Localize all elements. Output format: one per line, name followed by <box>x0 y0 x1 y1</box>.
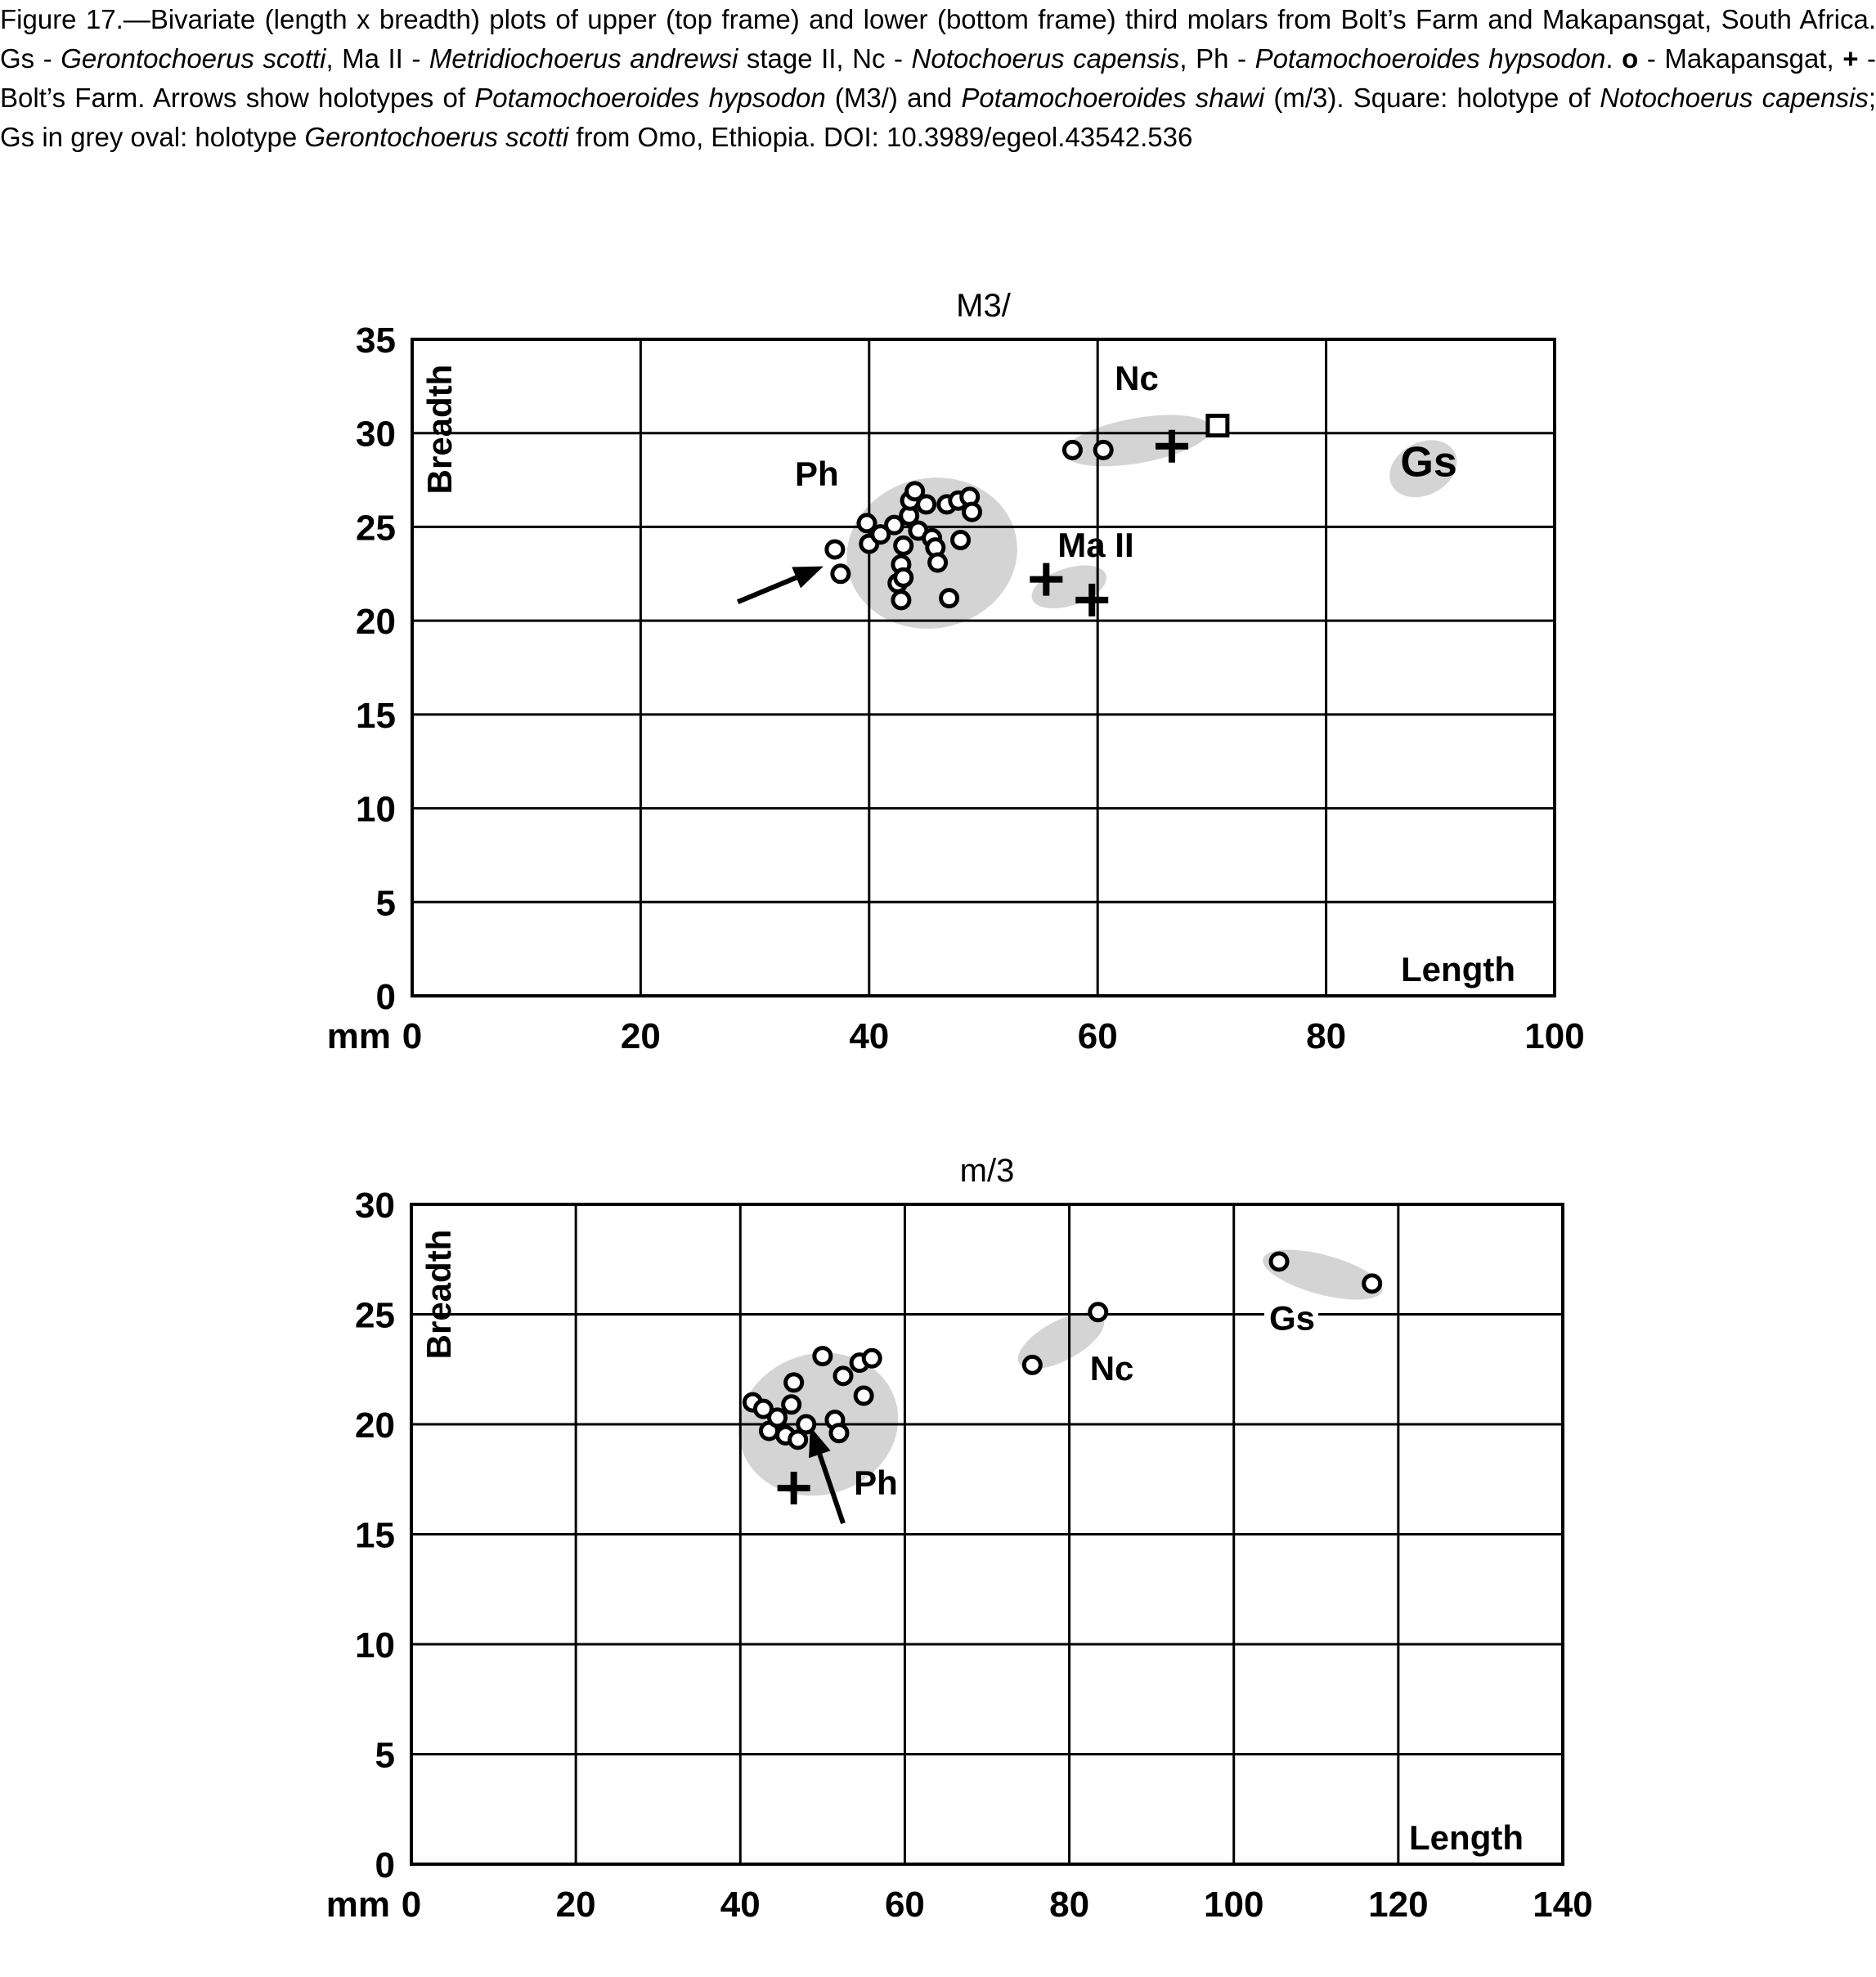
caption-species-name: Potamochoeroides shawi <box>961 83 1265 113</box>
point-makapansgat <box>1024 1356 1040 1373</box>
x-tick-label: 100 <box>1204 1885 1264 1925</box>
x-tick-label: 80 <box>1306 1016 1347 1056</box>
caption-symbol: o <box>1622 43 1639 74</box>
group-label-ph: Ph <box>794 454 839 493</box>
x-tick-label: 60 <box>1077 1016 1118 1056</box>
point-makapansgat <box>786 1374 802 1391</box>
unit-label: mm <box>326 1016 391 1056</box>
caption-species-name: Gerontochoerus scotti <box>61 43 326 74</box>
x-tick-label: 40 <box>849 1016 890 1056</box>
caption-text: . <box>1605 43 1622 74</box>
y-tick-label: 25 <box>356 508 396 549</box>
point-makapansgat <box>1090 1304 1106 1320</box>
point-makapansgat <box>835 1368 851 1384</box>
caption-text: , Ma II - <box>325 43 429 74</box>
x-tick-label: 80 <box>1049 1885 1090 1925</box>
y-tick-label: 10 <box>355 1625 395 1665</box>
x-axis-title: Length <box>1409 1818 1524 1857</box>
y-tick-label: 0 <box>375 1845 395 1885</box>
x-tick-label: 20 <box>620 1016 661 1056</box>
caption-text: stage II, Nc - <box>738 43 912 74</box>
caption-species-name: Potamochoeroides hypsodon <box>474 83 826 113</box>
x-tick-label: 120 <box>1368 1885 1429 1925</box>
x-tick-label: 20 <box>555 1885 596 1925</box>
caption-text: (m/3). Square: holotype of <box>1264 83 1600 113</box>
point-makapansgat <box>864 1350 880 1366</box>
point-makapansgat <box>831 1425 847 1441</box>
point-makapansgat <box>798 1416 815 1432</box>
y-tick-label: 20 <box>356 602 396 643</box>
y-tick-label: 15 <box>355 1515 395 1556</box>
caption-species-name: Metridiochoerus andrewsi <box>429 43 738 74</box>
x-tick-label: 60 <box>884 1885 925 1925</box>
caption-text: , Ph - <box>1179 43 1255 74</box>
point-makapansgat <box>815 1348 831 1365</box>
group-label-nc: Nc <box>1089 1349 1134 1388</box>
y-tick-label: 35 <box>356 321 396 361</box>
point-makapansgat <box>783 1396 800 1413</box>
group-label-ph: Ph <box>854 1464 898 1503</box>
caption-text: ; Gs in grey oval: holotype <box>0 83 1876 152</box>
y-tick-label: 5 <box>375 1735 395 1776</box>
caption-text: (M3/) and <box>825 83 962 113</box>
unit-label: mm <box>325 1885 390 1925</box>
group-label-gs: Gs <box>1268 1298 1315 1338</box>
y-tick-label: 25 <box>355 1295 395 1336</box>
caption-text: - Makapansgat, <box>1638 43 1843 74</box>
group-label-nc: Nc <box>1115 358 1159 397</box>
x-tick-label: 0 <box>402 1016 423 1056</box>
caption-symbol: + <box>1842 43 1859 74</box>
y-axis-title: Breadth <box>420 364 459 495</box>
x-tick-label: 100 <box>1524 1016 1585 1056</box>
y-tick-label: 30 <box>356 414 396 455</box>
caption-species-name: Notochoerus capensis <box>1600 83 1869 113</box>
caption-species-name: Notochoerus capensis <box>911 43 1180 74</box>
x-tick-label: 0 <box>401 1885 422 1925</box>
point-makapansgat <box>770 1410 786 1426</box>
caption-text: Figure 17.—Bivariate (length x breadth) plots of upper (top frame) and lower (bottom frame) third molars from Bolt’s Farm and Makapansgat, South Africa. Gs - <box>0 4 1876 74</box>
caption-species-name: Gerontochoerus scotti <box>304 122 569 152</box>
y-tick-label: 10 <box>356 789 396 830</box>
chart-title: M3/ <box>956 288 1011 324</box>
chart-title: m/3 <box>959 1153 1015 1189</box>
caption-text: - Bolt’s Farm. Arrows show holotypes of <box>0 43 1876 113</box>
y-tick-label: 30 <box>355 1186 395 1226</box>
y-tick-label: 15 <box>356 695 396 736</box>
group-label-gs: Gs <box>1400 438 1457 486</box>
y-tick-label: 20 <box>355 1405 395 1446</box>
x-axis-title: Length <box>1401 950 1515 988</box>
x-tick-label: 40 <box>720 1885 761 1925</box>
x-tick-label: 140 <box>1533 1885 1593 1925</box>
y-axis-title: Breadth <box>420 1229 458 1360</box>
group-label-ma-ii: Ma II <box>1057 526 1134 565</box>
caption-text: from Omo, Ethiopia. DOI: 10.3989/egeol.43542.536 <box>568 122 1193 152</box>
point-makapansgat <box>1364 1275 1380 1292</box>
y-tick-label: 0 <box>375 977 396 1017</box>
point-makapansgat <box>855 1387 872 1404</box>
caption-species-name: Potamochoeroides hypsodon <box>1254 43 1606 74</box>
point-makapansgat <box>1271 1253 1287 1270</box>
y-tick-label: 5 <box>375 883 396 924</box>
